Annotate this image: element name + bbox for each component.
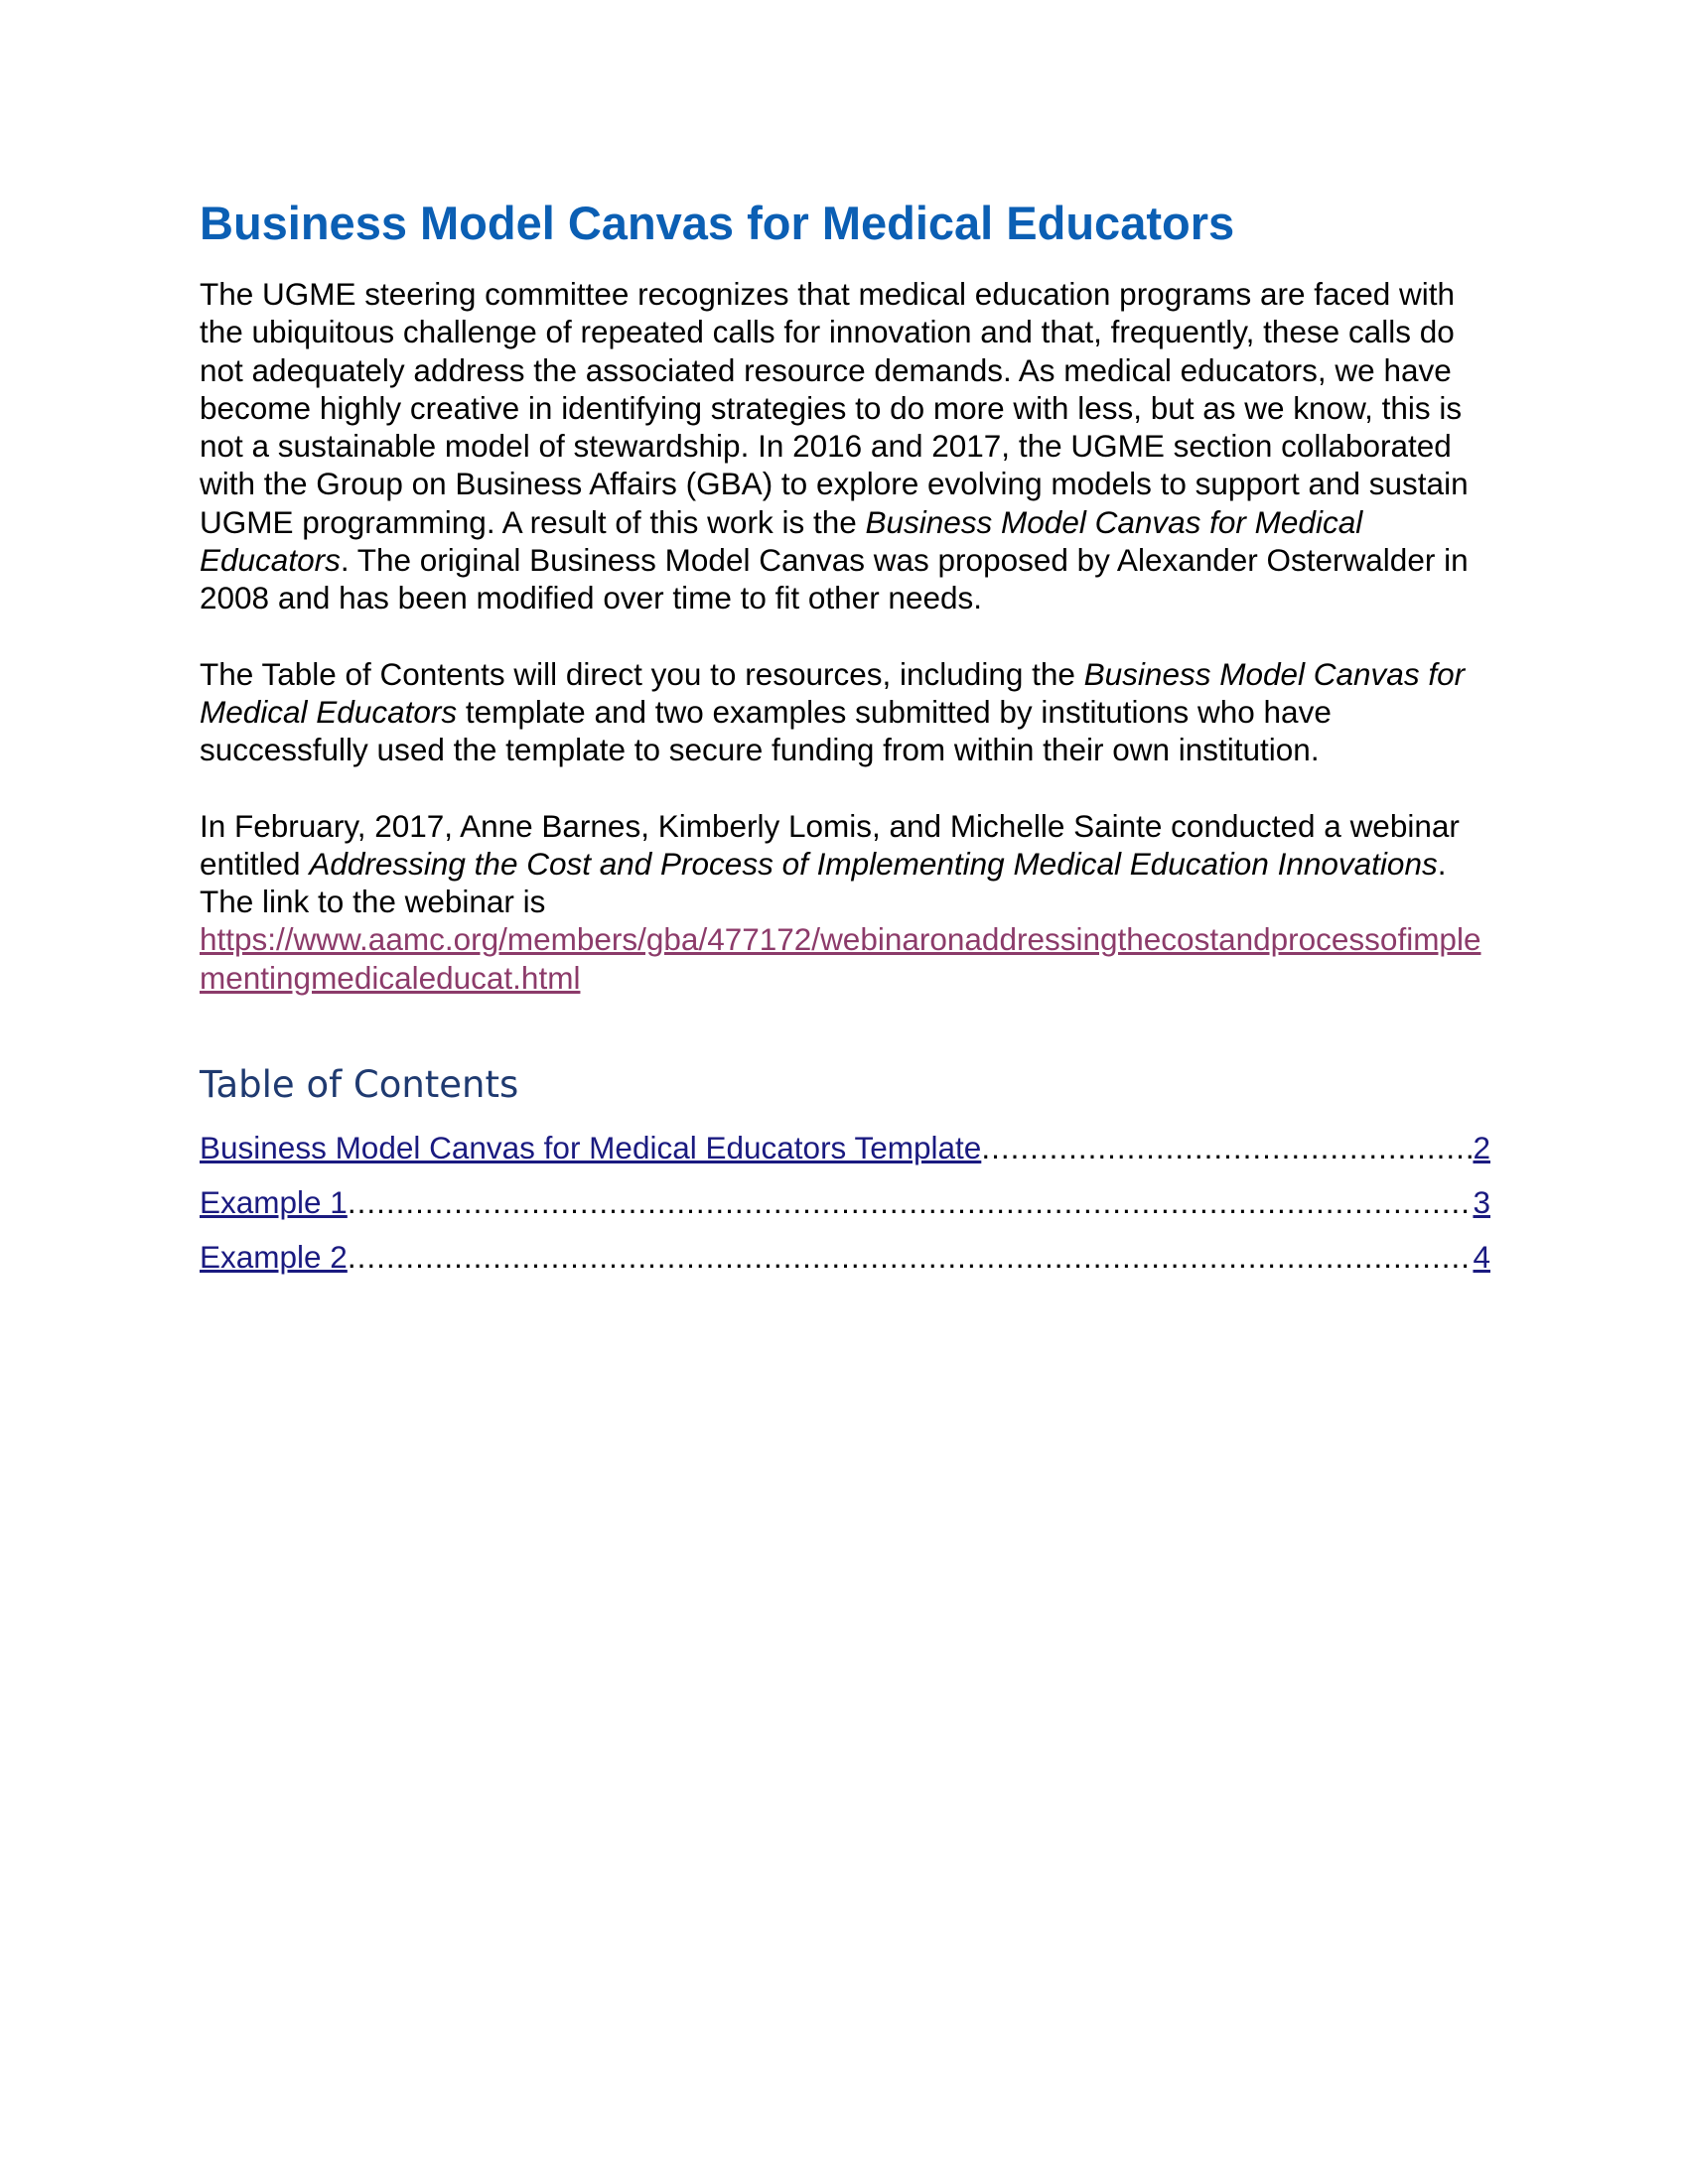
webinar-link[interactable]: https://www.aamc.org/members/gba/477172/webinaronaddressingthecostandprocessofimplementingmedicaleducat.html xyxy=(200,921,1481,996)
webinar-italic-title: Addressing the Cost and Process of Implementing Medical Education Innovations xyxy=(309,845,1438,882)
toc-entry-label[interactable]: Example 1 xyxy=(200,1184,348,1221)
intro-text-a: The UGME steering committee recognizes that medical education programs are faced with the ubiquitous challenge of repeated calls for innovation and that, frequently, these calls do not adequately address the associated resource demands. As medical educators, we have become highly creative in identifying strategies to do more with less, but as we know, this is not a sustainable model of stewardship. In 2016 and 2017, the UGME section collaborated with the Group on Business Affairs (GBA) to explore evolving models to support and sustain UGME programming. A result of this work is the xyxy=(200,276,1469,540)
toc-entry-page-number[interactable]: 4 xyxy=(1473,1239,1490,1276)
document-body xyxy=(200,194,1490,1285)
toc-desc-text-b: template and two examples submitted by institutions who have successfully used the template to secure funding from within their own institution. xyxy=(200,693,1332,768)
webinar-text-b: . The link to the webinar is xyxy=(200,845,1447,920)
toc-entry-example-2[interactable] xyxy=(200,1230,1490,1285)
toc-entry-page-number[interactable]: 3 xyxy=(1473,1184,1490,1221)
intro-paragraph xyxy=(200,275,1490,617)
toc-desc-italic-title: Business Model Canvas for Medical Educators xyxy=(200,655,1466,730)
toc-entry-example-1[interactable] xyxy=(200,1175,1490,1230)
toc-entry-label[interactable]: Business Model Canvas for Medical Educators Template xyxy=(200,1130,982,1166)
webinar-text-a: In February, 2017, Anne Barnes, Kimberly Lomis, and Michelle Sainte conducted a webinar entitled xyxy=(200,807,1460,882)
toc-entry-template[interactable] xyxy=(200,1121,1490,1175)
webinar-paragraph xyxy=(200,807,1490,997)
toc-entry-label[interactable]: Example 2 xyxy=(200,1239,348,1276)
intro-italic-title: Business Model Canvas for Medical Educators xyxy=(200,503,1363,579)
toc-dot-leader xyxy=(981,1121,1473,1175)
toc-dot-leader xyxy=(348,1175,1474,1230)
document-title: Business Model Canvas for Medical Educators xyxy=(200,197,1235,249)
toc-desc-text-a: The Table of Contents will direct you to resources, including the xyxy=(200,655,1084,692)
toc-entry-page-number[interactable]: 2 xyxy=(1473,1130,1490,1166)
table-of-contents xyxy=(200,1121,1490,1285)
intro-text-b: . The original Business Model Canvas was proposed by Alexander Osterwalder in 2008 and has been modified over time to fit other needs. xyxy=(200,542,1469,616)
toc-description-paragraph xyxy=(200,655,1490,769)
toc-dot-leader xyxy=(348,1230,1474,1285)
toc-heading: Table of Contents xyxy=(200,1063,519,1107)
